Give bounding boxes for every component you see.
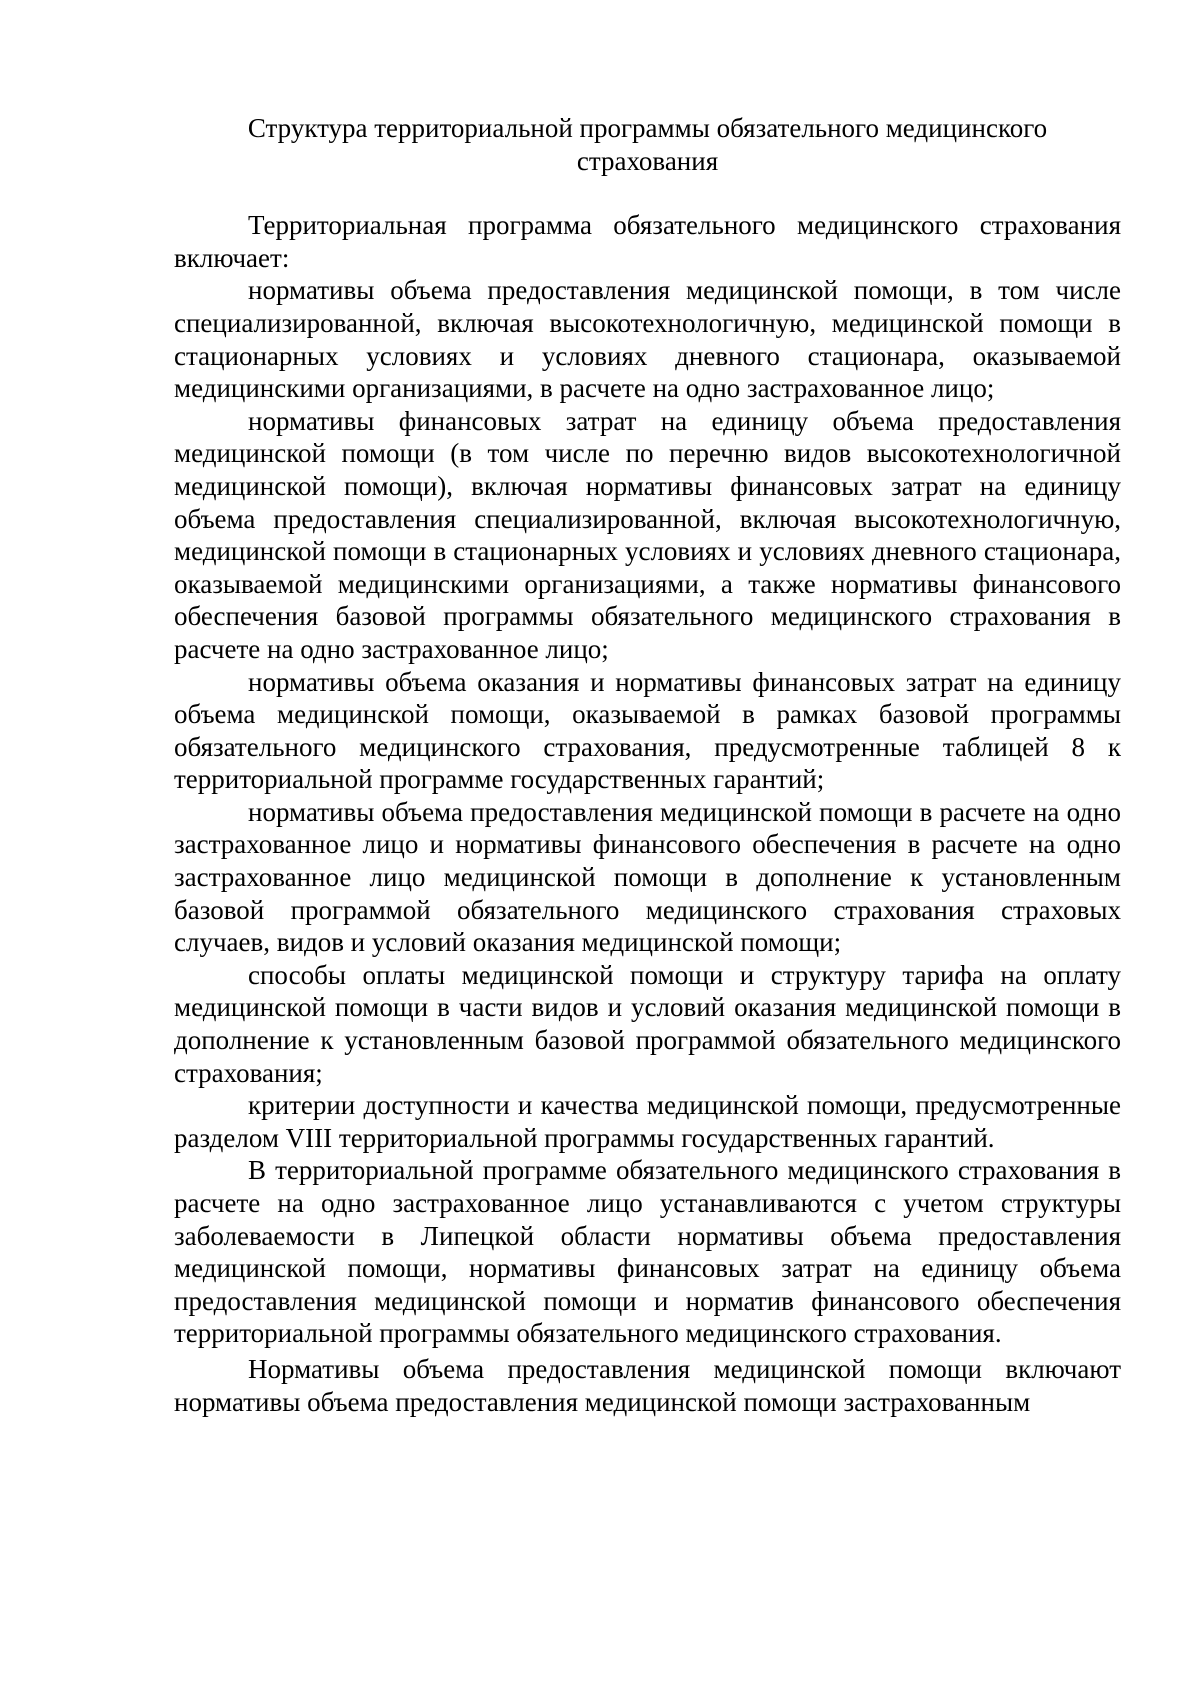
paragraph-additional-norms: нормативы объема предоставления медицинской помощи в расчете на одно застрахованное лицо и нормативы финансового обеспечения в расчете на одно застрахованное лицо медицинской помощи в дополнение к установленным базовой программой обязательного медицинского страхования страховых случаев, видов и условий оказания медицинской помощи; [174, 796, 1121, 958]
paragraph-volume-norms: нормативы объема предоставления медицинской помощи, в том числе специализированной, включая высокотехнологичную, медицинской помощи в стационарных условиях и условиях дневного стационара, оказываемой медицинскими организациями, в расчете на одно застрахованное лицо; [174, 275, 1121, 404]
document-title: Структура территориальной программы обязательного медицинского страхования [247, 113, 1048, 176]
paragraph-volume-norms-include: Нормативы объема предоставления медицинской помощи включают нормативы объема предоставления медицинской помощи застрахованным [174, 1353, 1121, 1417]
paragraph-lipetsk-norms: В территориальной программе обязательного медицинского страхования в расчете на одно застрахованное лицо устанавливаются с учетом структуры заболеваемости в Липецкой области нормативы объема предоставления медицинской помощи, нормативы финансовых затрат на единицу объема предоставления медицинской помощи и норматив финансового обеспечения территориальной программы обязательного медицинского страхования. [174, 1155, 1121, 1349]
paragraph-intro: Территориальная программа обязательного медицинского страхования включает: [174, 210, 1121, 273]
paragraph-cost-norms: нормативы финансовых затрат на единицу объема предоставления медицинской помощи (в том числе по перечню видов высокотехнологичной медицинской помощи), включая нормативы финансовых затрат на единицу объема предоставления специализированной, включая высокотехнологичную, медицинской помощи в стационарных условиях и условиях дневного стационара, оказываемой медицинскими организациями, а также нормативы финансового обеспечения базовой программы обязательного медицинского страхования в расчете на одно застрахованное лицо; [174, 405, 1121, 664]
paragraph-payment-methods: способы оплаты медицинской помощи и структуру тарифа на оплату медицинской помощи в части видов и условий оказания медицинской помощи в дополнение к установленным базовой программой обязательного медицинского страхования; [174, 959, 1121, 1088]
paragraph-table-8-norms: нормативы объема оказания и нормативы финансовых затрат на единицу объема медицинской помощи, оказываемой в рамках базовой программы обязательного медицинского страхования, предусмотренные таблицей 8 к территориальной программе государственных гарантий; [174, 666, 1121, 795]
document-body [174, 112, 1121, 1418]
paragraph-quality-criteria: критерии доступности и качества медицинской помощи, предусмотренные разделом VIII территориальной программы государственных гарантий. [174, 1090, 1121, 1153]
